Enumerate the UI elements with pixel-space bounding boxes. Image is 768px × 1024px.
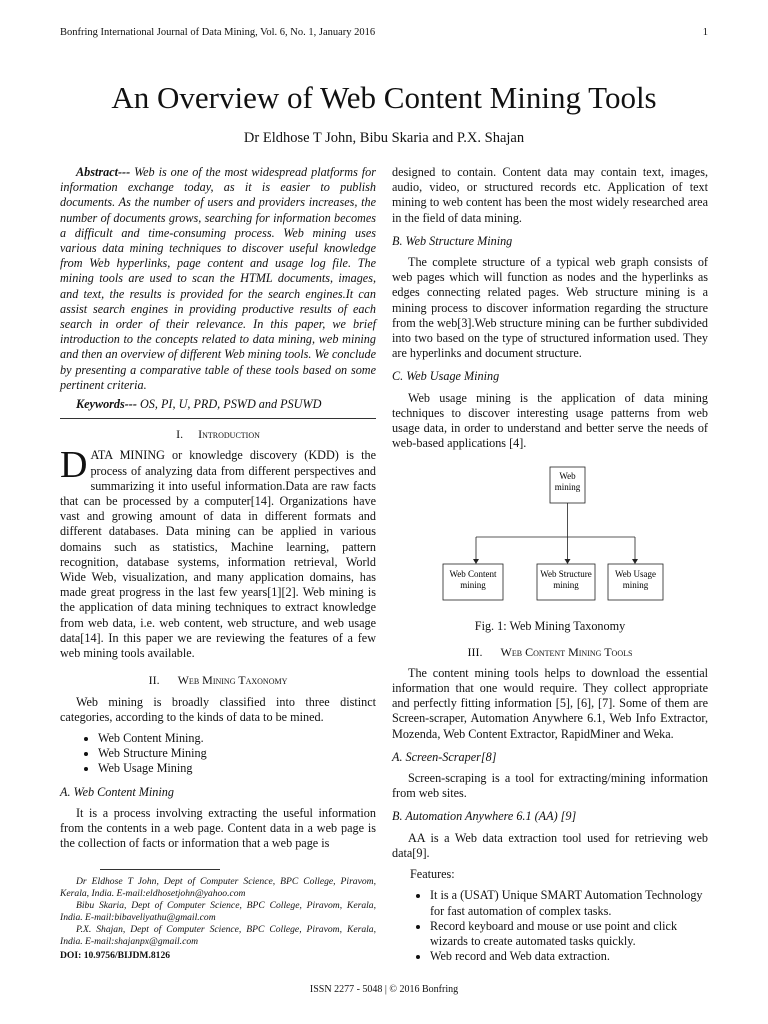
section-heading-tools: [392, 645, 708, 660]
introduction-text: ATA MINING or knowledge discovery (KDD) is the process of analyzing data from different perspectives and summarizing it into useful information.Data are raw facts that can be processed by a computer[14]. Organizations have vast and growing amount of data in different formats and different databases. Data mining can be applied in various domains such as statistics, Machine learning, pattern recognition, database systems, information retrieval, World Wide Web, visualization, and many application domains, has made great progress in the last few years[1][2]. Web mining is the application of data mining techniques to extract knowledge from web data, i.e. web content, web structure, and web usage data[14]. In this paper we are reviewing the features of a few web mining tools available.: [60, 448, 376, 661]
author-line: Dr Eldhose T John, Bibu Skaria and P.X. Shajan: [243, 130, 525, 146]
figure-caption: Fig. 1: Web Mining Taxonomy: [474, 619, 626, 634]
section-heading-introduction: [60, 427, 376, 442]
content-mining-continued: designed to contain. Content data may contain text, images, audio, video, or structured records etc. Application of text mining to web content has been the most widely researched area in the field of data mining.: [392, 165, 708, 225]
list-item: • Web record and Web data extraction.: [430, 949, 708, 964]
arrowhead: [565, 559, 571, 564]
page-footer: ISSN 2277 - 5048 | © 2016 Bonfring: [309, 984, 459, 995]
subsection-heading-automation-anywhere: B. Automation Anywhere 6.1 (AA) [9]: [392, 809, 577, 824]
abstract: [60, 165, 376, 393]
abstract-divider: [60, 418, 376, 419]
taxonomy-diagram: [392, 457, 708, 617]
content-mining-paragraph: It is a process involving extracting the useful information from the contents in a web page. Content data in a web page is the collection of facts or information that a web page is: [60, 805, 376, 851]
mining-categories-list: [60, 731, 376, 777]
subsection-heading-content: A. Web Content Mining: [60, 784, 174, 799]
section-title: Introduction: [198, 427, 260, 442]
subsection-heading-usage: C. Web Usage Mining: [392, 369, 500, 384]
introduction-paragraph: [60, 444, 376, 661]
root-label-line2: mining: [554, 482, 581, 493]
paper-title: An Overview of Web Content Mining Tools: [111, 80, 657, 115]
keywords: [60, 397, 376, 412]
keywords-label: Keywords---: [76, 397, 137, 412]
doi: DOI: 10.9756/BIJDM.8126: [60, 950, 171, 962]
content-label-line2: mining: [460, 580, 486, 591]
list-item: • Web Content Mining.: [98, 731, 376, 746]
usage-label-line2: mining: [622, 580, 649, 591]
section-number: I.: [176, 427, 184, 442]
footnote-author1: Dr Eldhose T John, Dept of Computer Science, BPC College, Piravom, Kerala, India. E-mail:eldhosetjohn@yahoo.com: [60, 876, 376, 900]
keywords-text: OS, PI, U, PRD, PSWD and PSUWD: [136, 397, 322, 412]
footnote-author2: Bibu Skaria, Dept of Computer Science, BPC College, Piravom, Kerala, India. E-mail:bibaveliyathu@gmail.com: [60, 900, 376, 924]
page-number: 1: [702, 27, 708, 38]
list-item: • Record keyboard and mouse or use point and click wizards to create automated tasks quickly.: [430, 919, 708, 949]
subsection-heading-screen-scraper: A. Screen-Scraper[8]: [392, 749, 497, 764]
section-heading-taxonomy: [60, 673, 376, 688]
subsection-heading-structure: B. Web Structure Mining: [392, 233, 513, 248]
abstract-label: Abstract---: [76, 165, 131, 179]
list-item: • Web Usage Mining: [98, 761, 376, 776]
taxonomy-paragraph: Web mining is broadly classified into three distinct categories, according to the kinds of data to be mined.: [60, 694, 376, 724]
features-label: Features:: [410, 867, 455, 882]
structure-label-line2: mining: [553, 580, 579, 591]
usage-mining-paragraph: Web usage mining is the application of data mining techniques to discover interesting usage patterns from web usage data, in order to understand and better serve the needs of web-based applications [4].: [392, 390, 708, 451]
footnotes: [60, 876, 376, 948]
section-number: II.: [148, 673, 160, 688]
footnote-author3: P.X. Shajan, Dept of Computer Science, BPC College, Piravom, Kerala, India. E-mail:shajanpx@gmail.com: [60, 924, 376, 948]
tools-paragraph: The content mining tools helps to download the essential information that one would require. They collect appropriate and perfectly fitting information [5], [6], [7]. Some of them are Screen-scraper, Automation Anywhere 6.1, Web Info Extractor, Mozenda, Web Content Extractor, RapidMiner and Weka.: [392, 665, 708, 741]
list-item: • It is a (USAT) Unique SMART Automation Technology for fast automation of complex tasks.: [430, 888, 708, 918]
left-column: [60, 165, 376, 964]
section-title: Web Mining Taxonomy: [177, 673, 288, 688]
running-header: Bonfring International Journal of Data Mining, Vol. 6, No. 1, January 2016: [60, 27, 376, 38]
screen-scraper-paragraph: Screen-scraping is a tool for extracting/mining information from web sites.: [392, 771, 708, 801]
structure-mining-paragraph: The complete structure of a typical web graph consists of web pages which will function as nodes and the hyperlinks as edges connecting related pages. Web structure mining is a mining process to discover information regarding the structure from the web[3].Web structure mining can be further subdivided into two based on the type of structured information used. They are hyperlinks and document structure.: [392, 255, 708, 361]
automation-anywhere-paragraph: AA is a Web data extraction tool used for retrieving web data[9].: [392, 830, 708, 860]
usage-label-line1: Web Usage: [614, 569, 657, 580]
arrowhead: [632, 559, 638, 564]
section-title: Web Content Mining Tools: [500, 644, 633, 659]
right-column: [392, 165, 708, 970]
list-item: • Web Structure Mining: [98, 746, 376, 761]
section-number: III.: [467, 644, 483, 659]
arrowhead: [473, 559, 479, 564]
root-label-line1: Web: [559, 471, 576, 482]
footnote-divider: [100, 869, 220, 870]
drop-cap: D: [60, 444, 88, 487]
abstract-text: Web is one of the most widespread platforms for information exchange today, as it is easier to publish documents. As the number of users and providers increases, the number of documents grows, searching for information becomes a difficult and time-consuming process. Web mining uses various data mining techniques to discover useful knowledge from Web hyperlinks, page content and usage log file. The mining tools are used to scan the HTML documents, images, and text, the results is provided for the search engines.It can assist search engines in providing productive results of each search in order of their relevance. In this paper, we brief introduction to the concepts related to data mining, web mining and then an overview of different Web mining tools. We conclude by presenting a comparative table of these tools based on some pertinent criteria.: [60, 165, 376, 392]
features-list: [392, 888, 708, 964]
figure-web-mining-taxonomy: [392, 457, 708, 617]
structure-label-line1: Web Structure: [540, 569, 592, 580]
content-label-line1: Web Content: [449, 569, 497, 580]
